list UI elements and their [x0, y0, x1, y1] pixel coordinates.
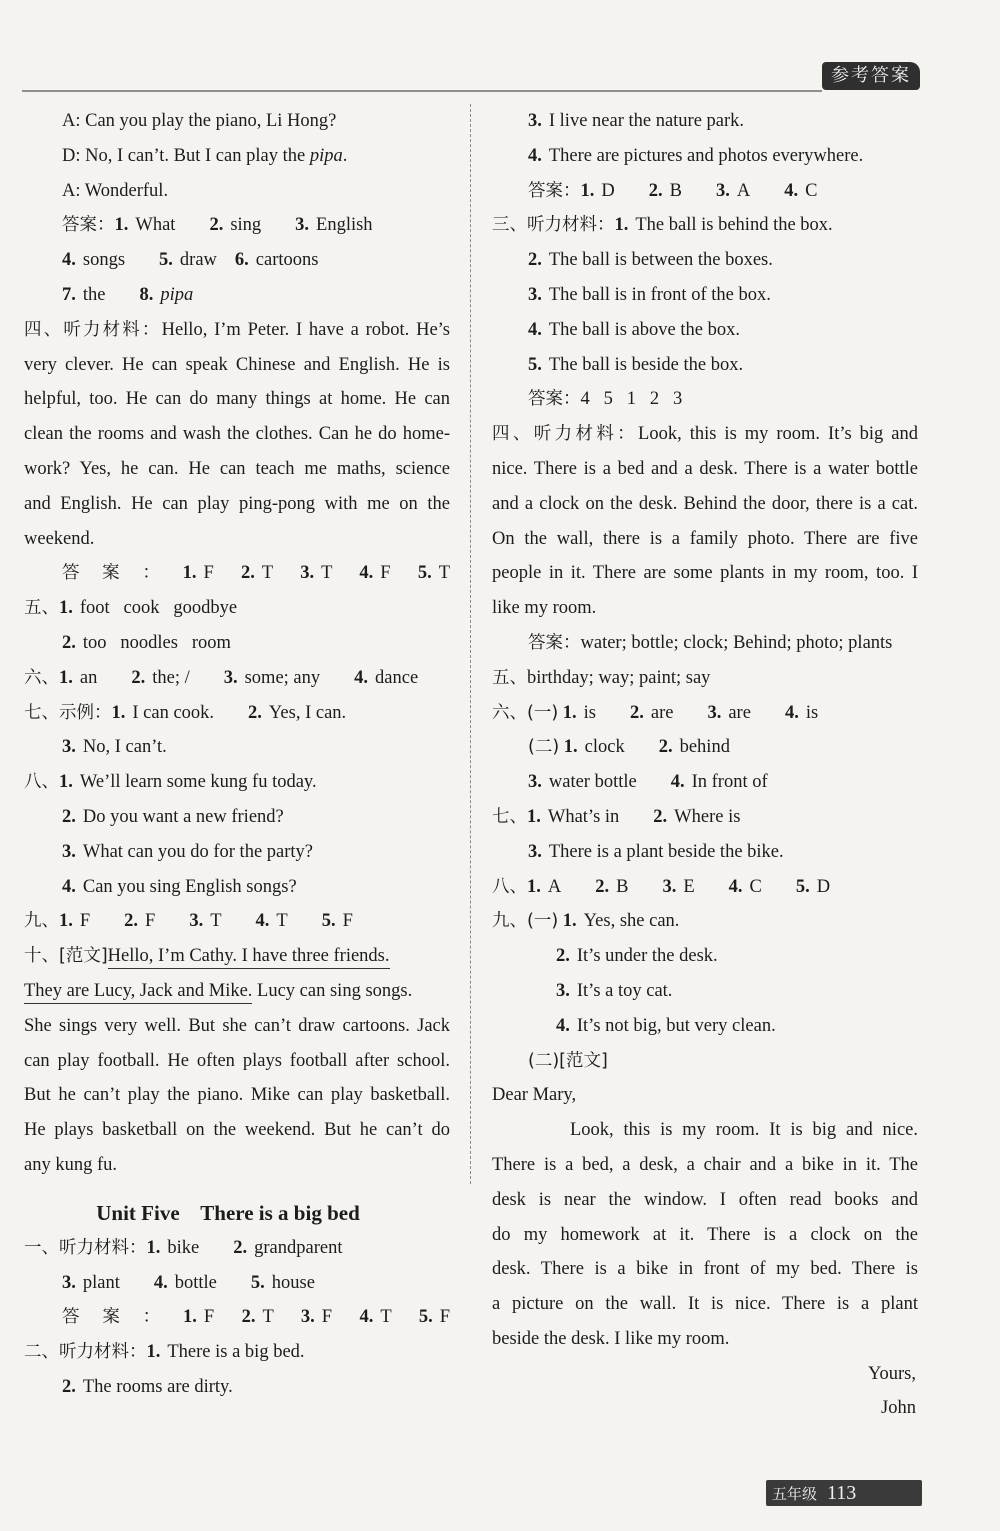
paragraph-line: and English. He can play ping-pong with me on the: [24, 493, 450, 514]
letter-signature: John: [881, 1398, 916, 1419]
grade-label: 五年级: [772, 1485, 818, 1503]
paragraph-line: desk. There is a bike in front of my bed. There is: [492, 1259, 918, 1280]
page-footer: [766, 1480, 922, 1506]
unit-section-two: 二、听力材料：1. There is a big bed.: [24, 1342, 305, 1363]
letter-closing: Yours,: [868, 1363, 916, 1384]
paragraph-line: weekend.: [24, 528, 95, 549]
paragraph-line: On the wall, there is a family photo. There are five: [492, 528, 918, 549]
answer-row: 2. The ball is between the boxes.: [528, 250, 773, 271]
right-column: [492, 104, 918, 1426]
answer-row: 答案：water; bottle; clock; Behind; photo; plants: [528, 632, 893, 653]
paragraph-line: a picture on the wall. It is nice. There is a plant: [492, 1294, 918, 1315]
answer-row: 4. There are pictures and photos everywhere.: [528, 145, 864, 166]
answer-row: (二) 1. clock 2. behind: [528, 737, 730, 758]
section-five: 五、1. foot cook goodbye: [24, 598, 238, 619]
paragraph-line: They are Lucy, Jack and Mike. Lucy can sing songs.: [24, 974, 450, 1009]
paragraph-line: do my homework at it. There is a clock on the: [492, 1224, 918, 1245]
answer-row: 2. It’s under the desk.: [556, 946, 718, 967]
unit-title: Unit Five There is a big bed: [96, 1200, 360, 1225]
answer-row: 3. plant 4. bottle 5. house: [62, 1272, 315, 1293]
answer-row: 3. No, I can’t.: [62, 737, 167, 758]
answer-row: 7. the 8. pipa: [62, 284, 194, 305]
dialogue-line: A: Wonderful.: [62, 180, 169, 201]
paragraph-line: very clever. He can speak Chinese and English. He is: [24, 354, 450, 375]
paragraph-line: people in it. There are some plants in my room, too. I: [492, 563, 918, 584]
answer-row: 3. What can you do for the party?: [62, 841, 314, 862]
section-six: 六、1. an 2. the; / 3. some; any 4. dance: [24, 667, 419, 688]
answer-row: 答案：1. D 2. B 3. A 4. C: [528, 180, 818, 201]
unit-section-four: 四、听力材料：Look, this is my room. It’s big and: [492, 424, 918, 445]
answer-row: 答案：1. What 2. sing 3. English: [62, 215, 373, 236]
column-divider: [470, 104, 471, 1184]
paragraph-line: nice. There is a bed and a desk. There is a water bottle: [492, 458, 918, 479]
unit-section-six: 六、(一) 1. is 2. are 3. are 4. is: [492, 702, 819, 723]
answer-row: 答案：4 5 1 2 3: [528, 389, 683, 410]
left-column: [24, 104, 450, 1405]
unit-section-five: 五、birthday; way; paint; say: [492, 667, 711, 688]
paragraph-line: There is a bed, a desk, a chair and a bike in it. The: [492, 1154, 918, 1175]
header-rule: [22, 90, 822, 92]
dialogue-line: D: No, I can’t. But I can play the pipa.: [62, 145, 348, 166]
answer-row: 3. It’s a toy cat.: [556, 980, 673, 1001]
unit-section-nine: 九、(一) 1. Yes, she can.: [492, 911, 680, 932]
paragraph-line: work? Yes, he can. He can teach me maths, science: [24, 458, 450, 479]
section-seven: 七、示例：1. I can cook. 2. Yes, I can.: [24, 702, 347, 723]
answer-row: 4. The ball is above the box.: [528, 319, 740, 340]
answer-row: 2. too noodles room: [62, 632, 231, 653]
paragraph-line: clean the rooms and wash the clothes. Can he do home-: [24, 424, 450, 445]
dialogue-line: A: Can you play the piano, Li Hong?: [62, 111, 337, 131]
letter-greeting: Dear Mary,: [492, 1085, 577, 1106]
paragraph-line: and a clock on the desk. Behind the door, there is a cat.: [492, 493, 918, 514]
header-badge: 参考答案: [822, 62, 920, 90]
paragraph-line: But he can’t play the piano. Mike can play basketball.: [24, 1085, 450, 1106]
answer-row: 答案：1. F 2. T 3. F 4. T 5. F: [62, 1307, 450, 1328]
section-ten: 十、[范文]Hello, I’m Cathy. I have three friends.: [24, 939, 450, 974]
section-nine: 九、1. F 2. F 3. T 4. T 5. F: [24, 911, 353, 932]
unit-section-eight: 八、1. A 2. B 3. E 4. C 5. D: [492, 876, 831, 897]
paragraph-line: Look, this is my room. It is big and nice.: [570, 1120, 918, 1141]
paragraph-line: beside the desk. I like my room.: [492, 1328, 730, 1349]
page-number: 113: [827, 1482, 857, 1504]
section-eight: 八、1. We’ll learn some kung fu today.: [24, 772, 317, 793]
answer-row: 4. It’s not big, but very clean.: [556, 1015, 776, 1036]
paragraph-line: can play football. He often plays football after school.: [24, 1050, 450, 1071]
answer-row: 4. Can you sing English songs?: [62, 876, 297, 897]
paragraph-line: desk is near the window. I often read books and: [492, 1189, 918, 1210]
answer-row: 答案：1. F 2. T 3. T 4. F 5. T: [62, 563, 450, 584]
answer-row: 5. The ball is beside the box.: [528, 354, 744, 375]
paragraph-line: any kung fu.: [24, 1154, 117, 1175]
unit-section-three: 三、听力材料：1. The ball is behind the box.: [492, 215, 833, 236]
unit-section-seven: 七、1. What’s in 2. Where is: [492, 806, 741, 827]
answer-row: 3. water bottle 4. In front of: [528, 772, 768, 793]
answer-row: 3. There is a plant beside the bike.: [528, 841, 784, 862]
answer-row: 3. I live near the nature park.: [528, 111, 745, 131]
paragraph-line: She sings very well. But she can’t draw cartoons. Jack: [24, 1015, 450, 1036]
answer-row: 2. Do you want a new friend?: [62, 806, 284, 827]
paragraph-line: like my room.: [492, 598, 597, 619]
unit-section-one: 一、听力材料：1. bike 2. grandparent: [24, 1237, 343, 1258]
paragraph-line: helpful, too. He can do many things at home. He can: [24, 389, 450, 410]
answer-row: (二)[范文]: [528, 1050, 608, 1071]
paragraph-line: He plays basketball on the weekend. But he can’t do: [24, 1120, 450, 1141]
answer-row: 2. The rooms are dirty.: [62, 1376, 233, 1397]
section-four: 四、听力材料：Hello, I’m Peter. I have a robot. He’s: [24, 319, 450, 340]
answer-row: 4. songs 5. draw 6. cartoons: [62, 250, 319, 271]
answer-row: 3. The ball is in front of the box.: [528, 284, 771, 305]
